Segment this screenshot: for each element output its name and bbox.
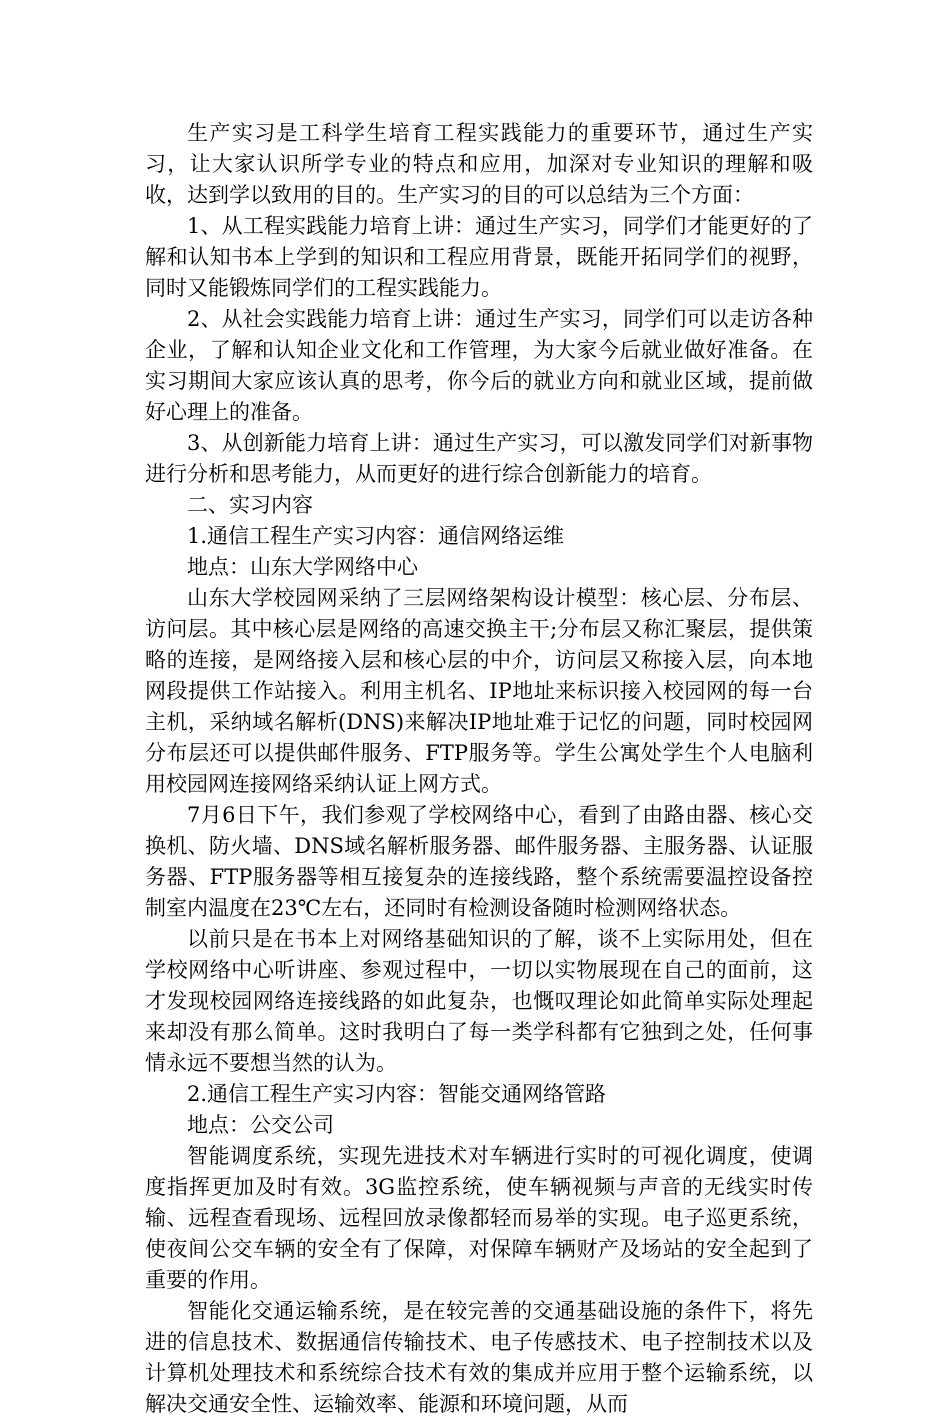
purpose-item-3: 3、从创新能力培育上讲：通过生产实习，可以激发同学们对新事物进行分析和思考能力，从而更好的进行综合创新能力的培育。 bbox=[145, 431, 813, 486]
its-paragraph: 智能化交通运输系统，是在较完善的交通基础设施的条件下，将先进的信息技术、数据通信传输技术、电子传感技术、电子控制技术以及计算机处理技术和系统综合技术有效的集成并应用于整个运输系统，以解决交通安全性、运输效率、能源和环境问题，从而 bbox=[145, 1299, 813, 1416]
purpose-item-2: 2、从社会实践能力培育上讲：通过生产实习，同学们可以走访各种企业，了解和认知企业文化和工作管理，为大家今后就业做好准备。在实习期间大家应该认真的思考，你今后的就业方向和就业区域，提前做好心理上的准备。 bbox=[145, 307, 813, 424]
document-body bbox=[145, 118, 813, 1420]
subsection-heading-1: 1.通信工程生产实习内容：通信网络运维 bbox=[187, 524, 565, 548]
reflection-paragraph: 以前只是在书本上对网络基础知识的了解，谈不上实际用处，但在学校网络中心听讲座、参观过程中，一切以实物展现在自己的面前，这才发现校园网络连接线路的如此复杂，也慨叹理论如此简单实际处理起来却没有那么简单。这时我明白了每一类学科都有它独到之处，任何事情永远不要想当然的认为。 bbox=[145, 927, 813, 1075]
intro-paragraph: 生产实习是工科学生培育工程实践能力的重要环节，通过生产实习，让大家认识所学专业的特点和应用，加深对专业知识的理解和吸收，达到学以致用的目的。生产实习的目的可以总结为三个方面： bbox=[145, 121, 813, 207]
section-heading: 二、实习内容 bbox=[187, 493, 313, 517]
subsection-heading-2: 2.通信工程生产实习内容：智能交通网络管路 bbox=[187, 1082, 607, 1106]
campus-network-paragraph: 山东大学校园网采纳了三层网络架构设计模型：核心层、分布层、访问层。其中核心层是网络的高速交换主干;分布层又称汇聚层，提供策略的连接，是网络接入层和核心层的中介，访问层又称接入层，向本地网段提供工作站接入。利用主机名、IP地址来标识接入校园网的每一台主机，采纳域名解析(DNS)来解决IP地址难于记忆的问题，同时校园网分布层还可以提供邮件服务、FTP服务等。学生公寓处学生个人电脑利用校园网连接网络采纳认证上网方式。 bbox=[145, 586, 813, 796]
location-line-1: 地点：山东大学网络中心 bbox=[187, 555, 418, 579]
purpose-item-1: 1、从工程实践能力培育上讲：通过生产实习，同学们才能更好的了解和认知书本上学到的知识和工程应用背景，既能开拓同学们的视野，同时又能锻炼同学们的工程实践能力。 bbox=[145, 214, 813, 300]
visit-paragraph: 7月6日下午，我们参观了学校网络中心，看到了由路由器、核心交换机、防火墙、DNS域名解析服务器、邮件服务器、主服务器、认证服务器、FTP服务器等相互接复杂的连接线路，整个系统需要温控设备控制室内温度在23℃左右，还同时有检测设备随时检测网络状态。 bbox=[145, 803, 813, 920]
location-line-2: 地点：公交公司 bbox=[187, 1113, 334, 1137]
dispatch-system-paragraph: 智能调度系统，实现先进技术对车辆进行实时的可视化调度，使调度指挥更加及时有效。3G监控系统，使车辆视频与声音的无线实时传输、远程查看现场、远程回放录像都轻而易举的实现。电子巡更系统，使夜间公交车辆的安全有了保障，对保障车辆财产及场站的安全起到了重要的作用。 bbox=[145, 1144, 813, 1292]
